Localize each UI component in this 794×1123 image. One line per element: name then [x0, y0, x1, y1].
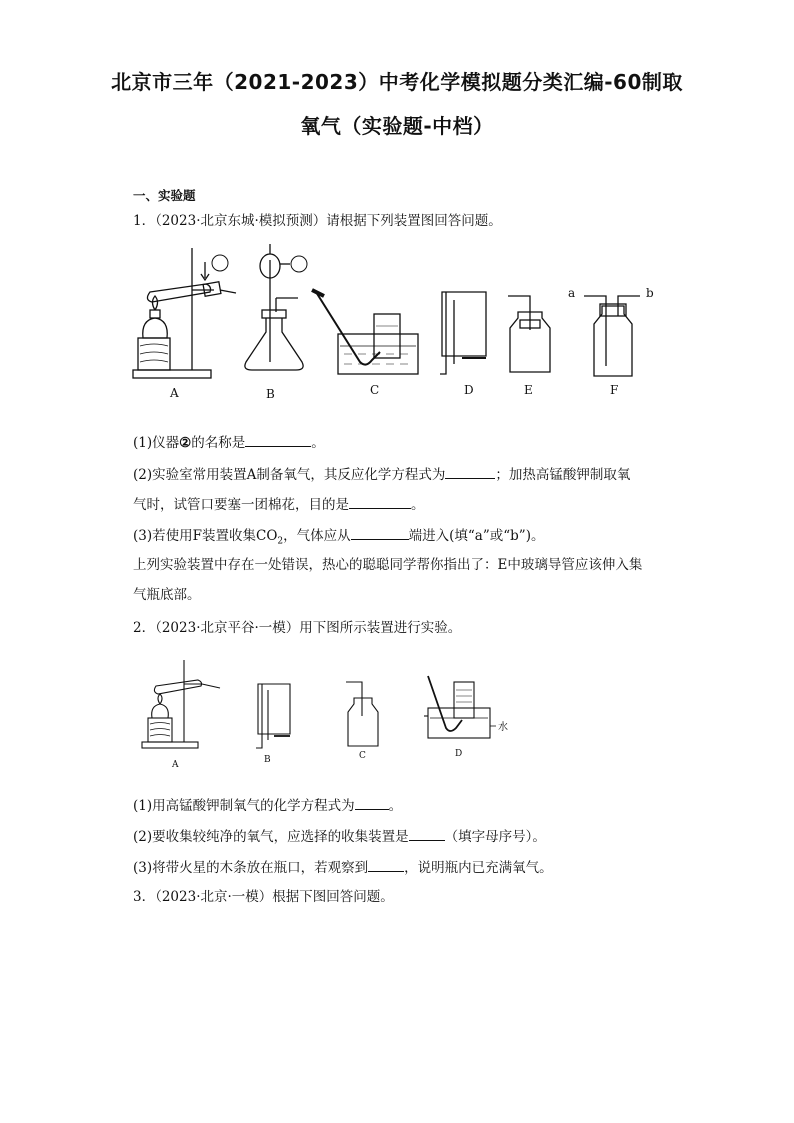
q2-equation-blank[interactable]	[355, 795, 389, 810]
q2-observation-blank[interactable]	[368, 857, 404, 872]
q2-label-d: D	[455, 749, 463, 759]
q2-label-b: B	[264, 755, 271, 765]
doc-title-line2: 氧气（实验题-中档）	[300, 114, 494, 138]
q1-label-c: C	[370, 383, 380, 397]
q1-label-f: F	[610, 383, 619, 397]
q1-stem: 1．（2023·北京东城·模拟预测）请根据下列装置图回答问题。	[133, 213, 502, 229]
q1-note-line1: 上列实验装置中存在一处错误，热心的聪聪同学帮你指出了：E中玻璃导管应该伸入集	[133, 557, 643, 573]
q1-label-a: A	[170, 386, 179, 400]
q2-part2: (2)要收集较纯净的氧气，应选择的收集装置是 （填字母序号）。	[133, 826, 673, 846]
q1-part2-line1: (2)实验室常用装置A制备氧气，其反应化学方程式为 ；加热高锰酸钾制取氧	[133, 464, 673, 484]
q2-apparatus-d	[424, 676, 496, 738]
q2-label-a: A	[172, 760, 179, 770]
q1-part1: (1)仪器②的名称是 。	[133, 432, 673, 452]
q2-apparatus-a	[142, 660, 220, 748]
q2-part3: (3)将带火星的木条放在瓶口，若观察到 ，说明瓶内已充满氧气。	[133, 857, 673, 877]
q1-label-d: D	[464, 383, 474, 397]
q2-label-c: C	[359, 751, 366, 761]
q1-note-line2: 气瓶底部。	[133, 587, 201, 603]
port-a-label: a	[568, 286, 576, 300]
q2-water-label: 水	[498, 722, 508, 733]
q2-apparatus-c	[346, 682, 378, 746]
q2-stem: 2．（2023·北京平谷·一模）用下图所示装置进行实验。	[133, 620, 462, 636]
q1-part2-line2: 气时，试管口要塞一团棉花，目的是 。	[133, 494, 673, 514]
q3-stem: 3．（2023·北京·一模）根据下图回答问题。	[133, 889, 394, 905]
q1-label-b: B	[266, 387, 275, 401]
port-b-label: b	[646, 286, 654, 300]
q2-apparatus-b	[256, 684, 290, 748]
q1-label-e: E	[524, 383, 533, 397]
q2-collection-blank[interactable]	[409, 826, 445, 841]
circled-2-marker: ②	[179, 435, 192, 451]
q1-part3: (3)若使用F装置收集$CO_2$，气体应从 端进入(填“a”或“b”)。	[133, 525, 673, 551]
q2-part1: (1)用高锰酸钾制氧气的化学方程式为 。	[133, 795, 673, 815]
doc-title-line1: 北京市三年（2021-2023）中考化学模拟题分类汇编-60制取	[111, 70, 683, 94]
section-heading: 一、实验题	[133, 188, 196, 203]
